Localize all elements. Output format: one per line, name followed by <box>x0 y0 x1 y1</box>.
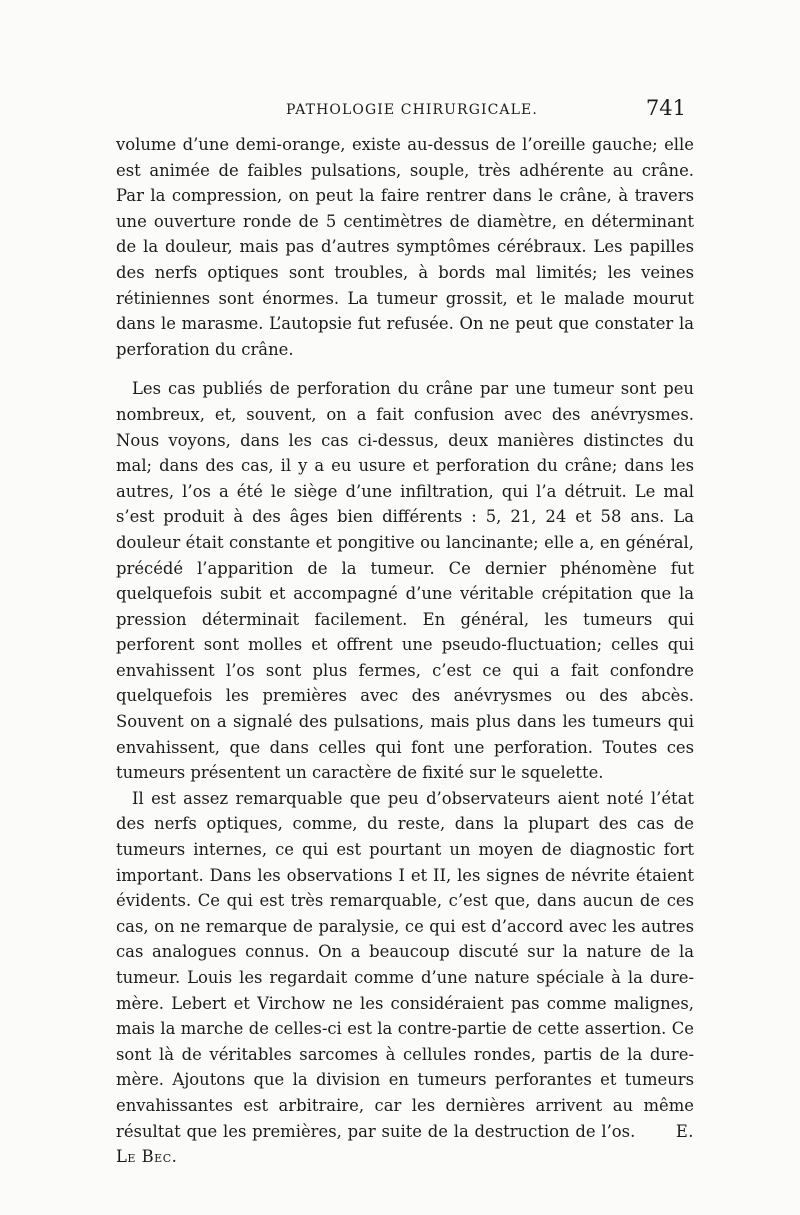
paragraph-conclusion <box>116 786 694 1170</box>
author-signature: E. Le Bec. <box>116 1121 694 1167</box>
paragraph-conclusion-text: Il est assez remarquable que peu d’observateurs aient noté l’état des nerfs optiques, comme, du reste, dans la plupart des cas de tumeurs internes, ce qui est pourtant un moyen de diagnostic fort important. Dans les observations I et II, les signes de névrite étaient évidents. Ce qui est très remarquable, c’est que, dans aucun de ces cas, on ne remarque de paralysie, ce qui est d’accord avec les autres cas analogues connus. On a beaucoup discuté sur la nature de la tumeur. Louis les regardait comme d’une nature spéciale à la dure-mère. Lebert et Virchow ne les considéraient pas comme malignes, mais la marche de celles-ci est la contre-partie de cette assertion. Ce sont là de véritables sarcomes à cellules rondes, partis de la dure-mère. Ajoutons que la division en tumeurs perforantes et tumeurs envahissantes est arbitraire, car les dernières arrivent au même résultat que les premières, par suite de la destruction de l’os. <box>116 788 694 1141</box>
paragraph-spacer <box>116 362 694 376</box>
paragraph-case-description: volume d’une demi-orange, existe au-dessus de l’oreille gauche; elle est animée de faibles pulsations, souple, très adhérente au crâne. Par la compression, on peut la faire rentrer dans le crâne, à travers une ouverture ronde de 5 centimètres de diamètre, en déterminant de la douleur, mais pas d’autres symptômes cérébraux. Les papilles des nerfs optiques sont troubles, à bords mal limités; les veines rétiniennes sont énormes. La tumeur grossit, et le malade mourut dans le marasme. L’autopsie fut refusée. On ne peut que constater la perforation du crâne. <box>116 135 694 359</box>
article-body <box>116 132 694 1170</box>
running-head <box>116 96 694 126</box>
running-title: PATHOLOGIE CHIRURGICALE. <box>286 102 538 118</box>
page-number: 741 <box>645 96 686 120</box>
paragraph-published-cases: Les cas publiés de perforation du crâne par une tumeur sont peu nombreux, et, souvent, on a fait confusion avec des anévrysmes. Nous voyons, dans les cas ci-dessus, deux manières distinctes du mal; dans des cas, il y a eu usure et perforation du crâne; dans les autres, l’os a été le siège d’une infiltration, qui l’a détruit. Le mal s’est produit à des âges bien différents : 5, 21, 24 et 58 ans. La douleur était constante et pongitive ou lancinante; elle a, en général, précédé l’apparition de la tumeur. Ce dernier phénomène fut quelquefois subit et accompagné d’une véritable crépitation que la pression déterminait facilement. En général, les tumeurs qui perforent sont molles et offrent une pseudo-fluctuation; celles qui envahissent l’os sont plus fermes, c’est ce qui a fait confondre quelquefois les premières avec des anévrysmes ou des abcès. Souvent on a signalé des pulsations, mais plus dans les tumeurs qui envahissent, que dans celles qui font une perforation. Toutes ces tumeurs présentent un caractère de fixité sur le squelette. <box>116 379 694 783</box>
